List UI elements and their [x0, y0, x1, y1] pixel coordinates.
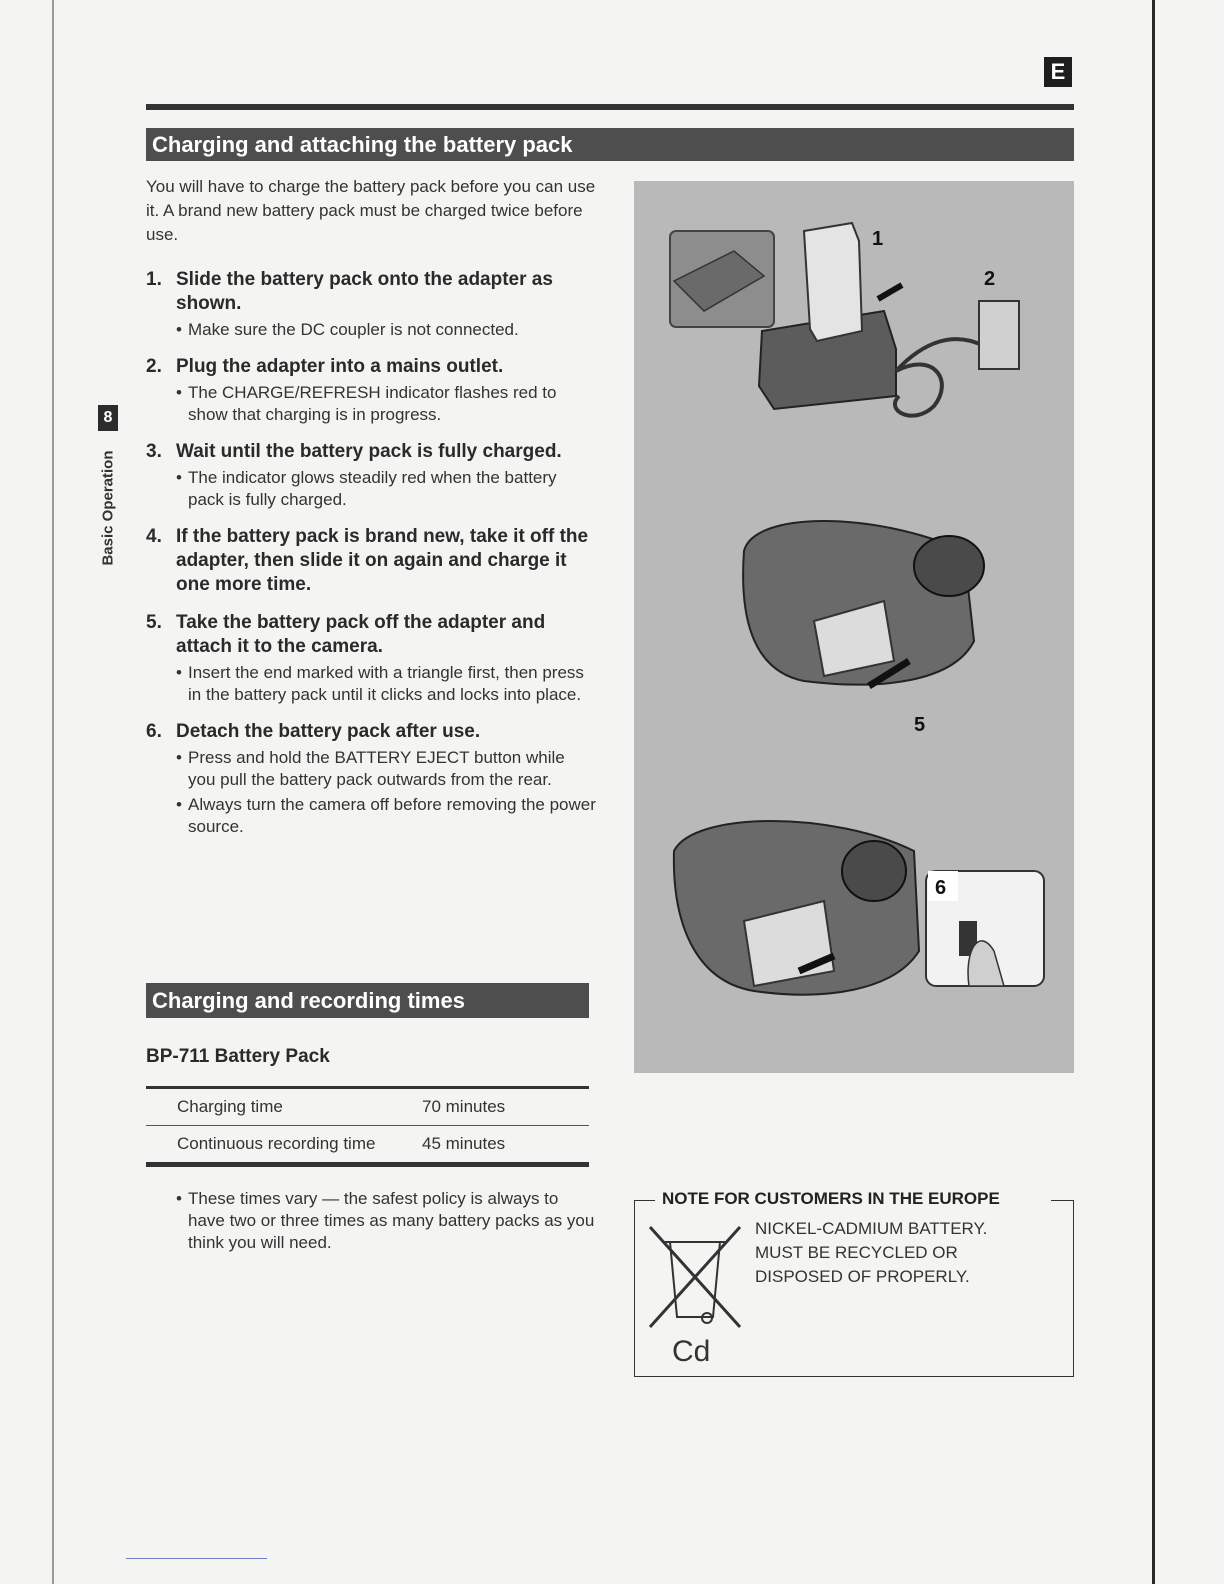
- callout-5: 5: [914, 714, 926, 736]
- step-number: 4.: [146, 526, 162, 547]
- steps-list: [146, 268, 596, 852]
- wall-outlet: [979, 301, 1019, 369]
- language-badge: E: [1044, 57, 1072, 87]
- step-title: Take the battery pack off the adapter and attach it to the camera.: [176, 612, 546, 657]
- step-title: Wait until the battery pack is fully charged.: [176, 441, 562, 462]
- step-number: 1.: [146, 269, 162, 290]
- side-section-label: Basic Operation: [99, 450, 117, 566]
- step-1: [146, 268, 596, 341]
- step-bullet: • Insert the end marked with a triangle first, then press in the battery pack until it clicks and locks into place.: [176, 662, 596, 706]
- step-4: [146, 525, 596, 597]
- step-3: [146, 440, 596, 511]
- eu-note-text: [755, 1217, 987, 1289]
- eu-note-line: MUST BE RECYCLED OR: [755, 1243, 958, 1262]
- step-title: Plug the adapter into a mains outlet.: [176, 356, 504, 377]
- top-rule: [146, 104, 1074, 110]
- step-title: If the battery pack is brand new, take it off the adapter, then slide it on again and charge it one more time.: [176, 526, 589, 595]
- step-title: Detach the battery pack after use.: [176, 721, 481, 742]
- step-number: 6.: [146, 721, 162, 742]
- callout-6: 6: [935, 877, 947, 899]
- battery-illustration: [634, 181, 1074, 1073]
- step-2: [146, 355, 596, 426]
- row-label: Continuous recording time: [146, 1126, 422, 1165]
- battery-pack: [804, 223, 862, 341]
- step-bullet: • Always turn the camera off before removing the power source.: [176, 794, 596, 838]
- callout-1: 1: [872, 228, 884, 250]
- step-5: [146, 611, 596, 706]
- insert-arrow: [878, 285, 902, 299]
- step-number: 5.: [146, 612, 162, 633]
- step-bullet: • Press and hold the BATTERY EJECT button while you pull the battery pack outwards from the rear.: [176, 747, 596, 791]
- section-title-charging-attaching: Charging and attaching the battery pack: [146, 128, 1074, 161]
- step-bullet: • Make sure the DC coupler is not connected.: [176, 319, 596, 341]
- table-row: [146, 1088, 589, 1126]
- row-value: 45 minutes: [422, 1126, 589, 1165]
- table-note: • These times vary — the safest policy is always to have two or three times as many battery packs as you think you will need.: [176, 1188, 598, 1254]
- crossed-bin-icon: [645, 1222, 745, 1332]
- step-number: 3.: [146, 441, 162, 462]
- row-value: 70 minutes: [422, 1088, 589, 1126]
- footer-line: [126, 1558, 267, 1559]
- table-title: BP-711 Battery Pack: [146, 1046, 330, 1067]
- cd-symbol-label: Cd: [672, 1335, 711, 1368]
- eu-note-title: NOTE FOR CUSTOMERS IN THE EUROPE: [662, 1189, 1000, 1208]
- step-6: [146, 720, 596, 838]
- eu-note-line: DISPOSED OF PROPERLY.: [755, 1267, 970, 1286]
- battery-times-table: [146, 1086, 589, 1167]
- step-bullet: • The CHARGE/REFRESH indicator flashes red to show that charging is in progress.: [176, 382, 596, 426]
- viewfinder-6: [842, 841, 906, 901]
- intro-paragraph: You will have to charge the battery pack before you can use it. A brand new battery pack must be charged twice before use.: [146, 177, 596, 244]
- callout-2: 2: [984, 268, 996, 290]
- viewfinder-5: [914, 536, 984, 596]
- scan-edge-right: [1152, 0, 1155, 1584]
- step-title: Slide the battery pack onto the adapter as shown.: [176, 269, 553, 314]
- step-bullet: • The indicator glows steadily red when the battery pack is fully charged.: [176, 467, 596, 511]
- scan-edge-left: [52, 0, 54, 1584]
- page-number-tab: 8: [98, 405, 118, 431]
- table-row: [146, 1126, 589, 1165]
- section-title-charging-recording: Charging and recording times: [146, 983, 589, 1018]
- step-number: 2.: [146, 356, 162, 377]
- eu-note-line: NICKEL-CADMIUM BATTERY.: [755, 1219, 988, 1238]
- illustration-drawing: [634, 181, 1074, 1073]
- power-cord: [895, 364, 942, 415]
- row-label: Charging time: [146, 1088, 422, 1126]
